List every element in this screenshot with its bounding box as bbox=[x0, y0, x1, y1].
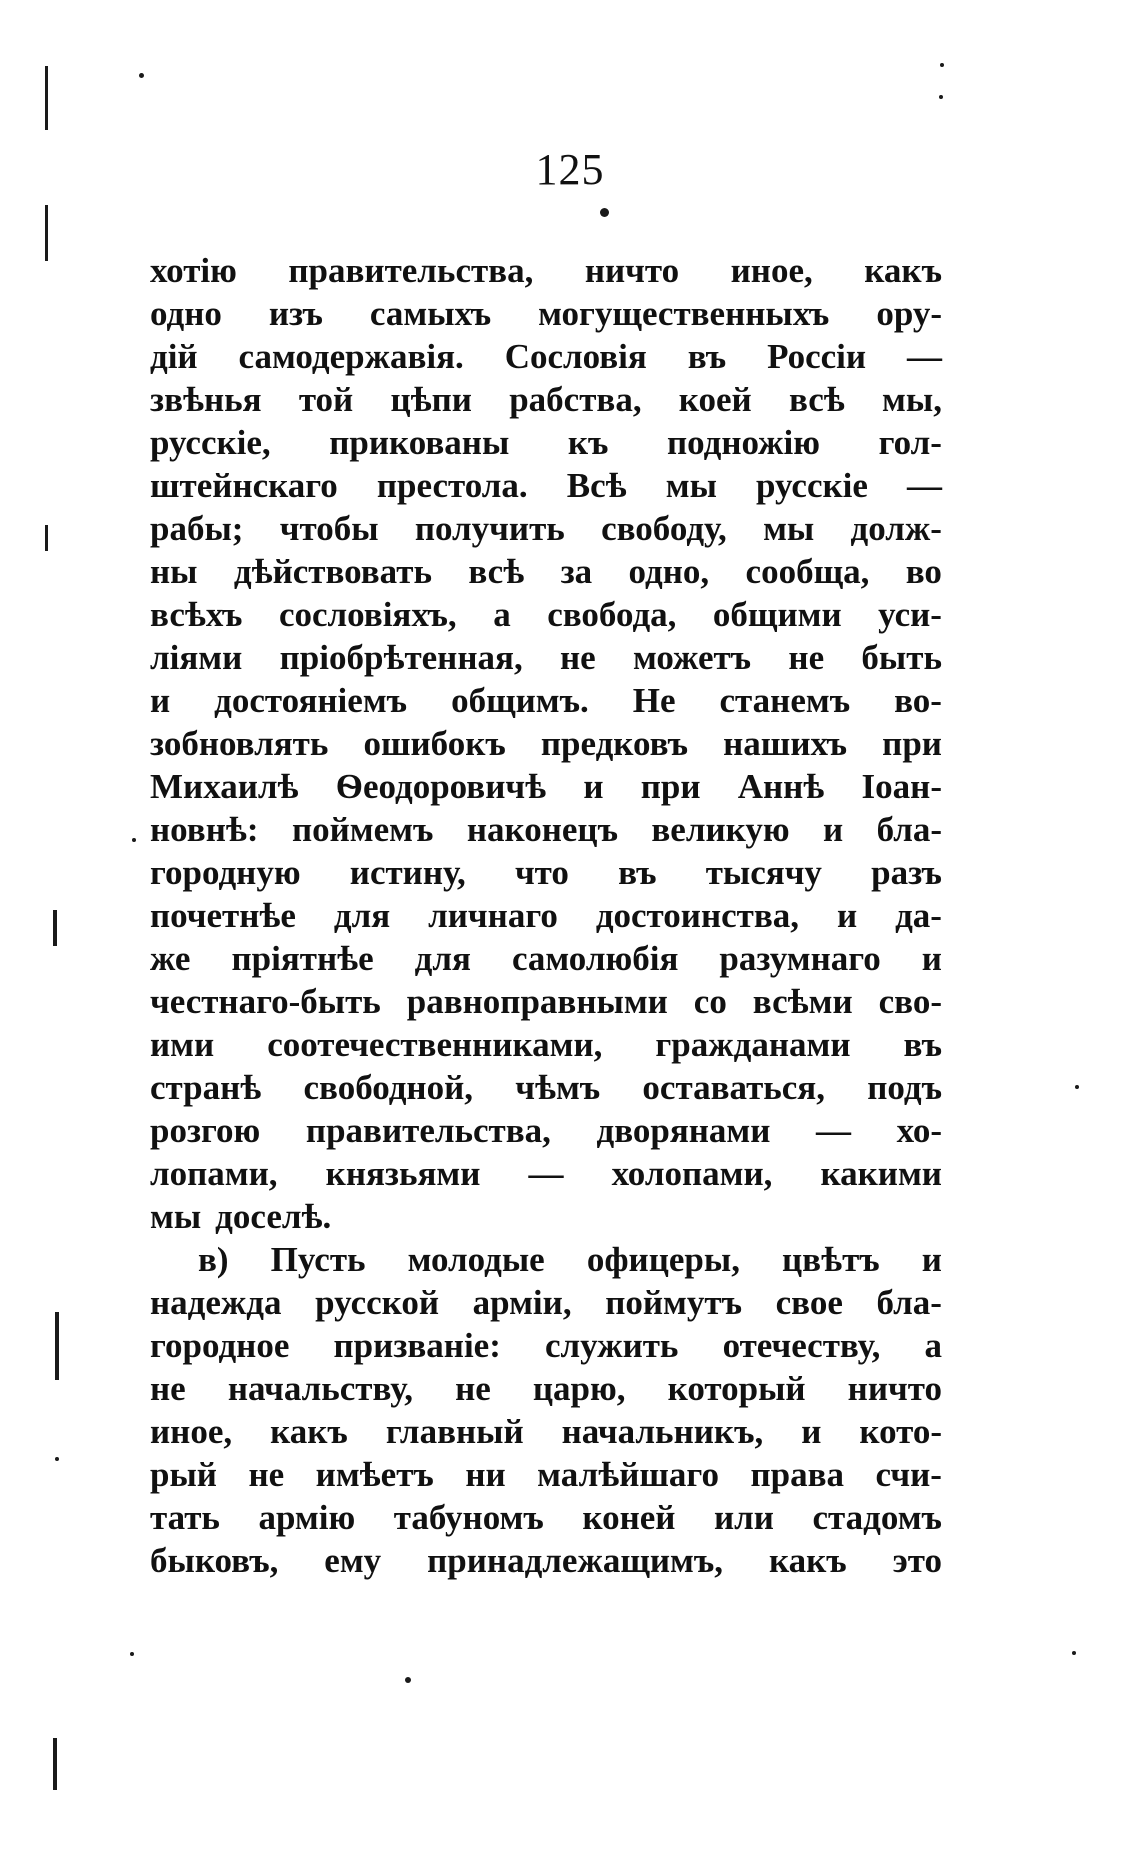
word: и bbox=[801, 1412, 822, 1451]
word: честнаго-быть bbox=[150, 982, 381, 1021]
word: рый bbox=[150, 1455, 217, 1494]
word: Михаилѣ bbox=[150, 767, 299, 806]
word: что bbox=[514, 853, 569, 892]
scan-artifact bbox=[55, 1457, 59, 1461]
text-line bbox=[150, 636, 942, 679]
word: правительства, bbox=[305, 1111, 551, 1150]
word: и bbox=[836, 896, 858, 935]
word: разъ bbox=[871, 853, 942, 892]
text-line bbox=[150, 464, 942, 507]
word: хотію bbox=[150, 251, 237, 290]
word: и bbox=[583, 767, 604, 806]
word: какъ bbox=[864, 251, 942, 290]
text-line bbox=[150, 1152, 942, 1195]
word: отечеству, bbox=[722, 1326, 881, 1365]
word: хо- bbox=[896, 1111, 942, 1150]
text-line bbox=[150, 249, 942, 292]
word: русскіе, bbox=[150, 423, 271, 462]
word: новнѣ: bbox=[150, 810, 259, 849]
word: одно, bbox=[628, 552, 710, 591]
text-line bbox=[150, 593, 942, 636]
word: въ bbox=[687, 337, 727, 376]
word: ны bbox=[150, 552, 198, 591]
word: главный bbox=[385, 1412, 524, 1451]
text-line bbox=[150, 894, 942, 937]
word: и bbox=[921, 939, 942, 978]
word: табуномъ bbox=[393, 1498, 544, 1537]
word: не bbox=[560, 638, 596, 677]
word: иное, bbox=[150, 1412, 233, 1451]
word: предковъ bbox=[540, 724, 689, 763]
word: пріобрѣтенная, bbox=[279, 638, 523, 677]
word: поймутъ bbox=[605, 1283, 742, 1322]
word: во- bbox=[894, 681, 942, 720]
word: офицеры, bbox=[586, 1240, 740, 1279]
word: не bbox=[248, 1455, 285, 1494]
word: быковъ, bbox=[150, 1541, 279, 1580]
word: достояніемъ bbox=[214, 681, 408, 720]
word: подъ bbox=[867, 1068, 942, 1107]
word: дій bbox=[150, 337, 198, 376]
word: а bbox=[924, 1326, 942, 1365]
word: какъ bbox=[768, 1541, 847, 1580]
word: къ bbox=[567, 423, 609, 462]
word: истину, bbox=[349, 853, 466, 892]
word: общимъ. bbox=[451, 681, 589, 720]
paragraph-start-line bbox=[150, 1238, 942, 1281]
word: личнаго bbox=[428, 896, 558, 935]
scan-artifact bbox=[1075, 1085, 1079, 1089]
word: общими bbox=[712, 595, 842, 634]
word: при bbox=[882, 724, 942, 763]
word: бла- bbox=[876, 1283, 942, 1322]
word: сво- bbox=[878, 982, 942, 1021]
word: ни bbox=[465, 1455, 506, 1494]
word: счи- bbox=[875, 1455, 942, 1494]
word: всѣ bbox=[788, 380, 845, 419]
word: армію bbox=[258, 1498, 356, 1537]
word: зобновлять bbox=[150, 724, 329, 763]
word: въ bbox=[618, 853, 657, 892]
word: коней bbox=[582, 1498, 676, 1537]
word: начальству, bbox=[227, 1369, 413, 1408]
text-line bbox=[150, 1367, 942, 1410]
word: можетъ bbox=[633, 638, 752, 677]
word: всѣ bbox=[468, 552, 525, 591]
word: русскіе bbox=[755, 466, 868, 505]
word: самодержавія. bbox=[238, 337, 464, 376]
scan-artifact bbox=[55, 1312, 59, 1380]
text-line bbox=[150, 335, 942, 378]
word: всѣми bbox=[752, 982, 853, 1021]
word: права bbox=[750, 1455, 845, 1494]
word: арміи, bbox=[472, 1283, 572, 1322]
word: какими bbox=[820, 1154, 942, 1193]
word: долж- bbox=[850, 509, 942, 548]
word: звѣнья bbox=[150, 380, 262, 419]
scan-artifact bbox=[130, 1652, 134, 1656]
word: одно bbox=[150, 294, 222, 333]
word: сословіяхъ, bbox=[278, 595, 457, 634]
text-line bbox=[150, 1539, 942, 1582]
word: или bbox=[713, 1498, 774, 1537]
word: въ bbox=[903, 1025, 942, 1064]
word: подножію bbox=[667, 423, 821, 462]
word: городную bbox=[150, 853, 301, 892]
text-line bbox=[150, 507, 942, 550]
word: Аннѣ bbox=[737, 767, 825, 806]
word: это bbox=[892, 1541, 942, 1580]
word: городное bbox=[150, 1326, 290, 1365]
word: царю, bbox=[532, 1369, 626, 1408]
word: в) bbox=[198, 1240, 229, 1279]
word: престола. bbox=[376, 466, 528, 505]
text-line bbox=[150, 1281, 942, 1324]
scan-artifact bbox=[1072, 1651, 1076, 1655]
word: дворянами bbox=[596, 1111, 771, 1150]
word: мы bbox=[665, 466, 717, 505]
word: Всѣ bbox=[566, 466, 627, 505]
word: имѣетъ bbox=[315, 1455, 434, 1494]
text-line bbox=[150, 378, 942, 421]
page-number: 125 bbox=[535, 145, 605, 194]
word: самолюбія bbox=[511, 939, 679, 978]
word: который bbox=[667, 1369, 806, 1408]
text-line bbox=[150, 980, 942, 1023]
scan-artifact bbox=[53, 910, 57, 946]
word: Не bbox=[632, 681, 676, 720]
word: ліями bbox=[150, 638, 243, 677]
word: а bbox=[493, 595, 511, 634]
word: соотечественниками, bbox=[267, 1025, 603, 1064]
word: ничто bbox=[584, 251, 680, 290]
word: странѣ bbox=[150, 1068, 262, 1107]
text-line bbox=[150, 1023, 942, 1066]
word: станемъ bbox=[719, 681, 851, 720]
text-line bbox=[150, 1066, 942, 1109]
word: мы, bbox=[882, 380, 942, 419]
word: коей bbox=[678, 380, 752, 419]
scan-artifact bbox=[45, 205, 48, 261]
word: цвѣтъ bbox=[782, 1240, 880, 1279]
word: со bbox=[693, 982, 727, 1021]
word: свое bbox=[775, 1283, 843, 1322]
word: — bbox=[907, 337, 942, 376]
scan-artifact bbox=[405, 1677, 411, 1683]
word: прикованы bbox=[329, 423, 510, 462]
word: уси- bbox=[878, 595, 942, 634]
word: равноправными bbox=[406, 982, 668, 1021]
scan-artifact bbox=[53, 1738, 57, 1790]
word: всѣхъ bbox=[150, 595, 243, 634]
text-line bbox=[150, 937, 942, 980]
word: тысячу bbox=[705, 853, 822, 892]
word: надежда bbox=[150, 1283, 282, 1322]
word: Ѳеодоровичѣ bbox=[335, 767, 547, 806]
word: молодые bbox=[407, 1240, 545, 1279]
text-line bbox=[150, 1410, 942, 1453]
word: изъ bbox=[268, 294, 323, 333]
word: великую bbox=[651, 810, 790, 849]
word: свободу, bbox=[601, 509, 727, 548]
word: сообща, bbox=[745, 552, 870, 591]
word: холопами, bbox=[611, 1154, 773, 1193]
text-line bbox=[150, 722, 942, 765]
word: Пусть bbox=[270, 1240, 366, 1279]
word: ошибокъ bbox=[363, 724, 506, 763]
word: ничто bbox=[847, 1369, 942, 1408]
word: за bbox=[560, 552, 593, 591]
word: для bbox=[333, 896, 391, 935]
text-line bbox=[150, 550, 942, 593]
word: во bbox=[905, 552, 942, 591]
word: — bbox=[816, 1111, 852, 1150]
word: цѣпи bbox=[390, 380, 472, 419]
word: русской bbox=[315, 1283, 440, 1322]
word: мы bbox=[150, 1197, 202, 1236]
scan-artifact bbox=[132, 838, 136, 842]
word: Іоан- bbox=[861, 767, 942, 806]
word: ими bbox=[150, 1025, 215, 1064]
word: гражданами bbox=[655, 1025, 851, 1064]
word: той bbox=[298, 380, 354, 419]
word: могущественныхъ bbox=[538, 294, 830, 333]
paragraph-end-line bbox=[150, 1195, 942, 1238]
word: кото- bbox=[859, 1412, 942, 1451]
word: Россіи bbox=[767, 337, 867, 376]
word: пріятнѣе bbox=[231, 939, 374, 978]
word: чѣмъ bbox=[515, 1068, 601, 1107]
word: правительства, bbox=[288, 251, 534, 290]
word: бла- bbox=[876, 810, 942, 849]
text-line bbox=[150, 808, 942, 851]
word: принадлежащимъ, bbox=[427, 1541, 724, 1580]
word: и bbox=[921, 1240, 942, 1279]
text-line bbox=[150, 1453, 942, 1496]
word: для bbox=[414, 939, 471, 978]
word: чтобы bbox=[279, 509, 379, 548]
word: свободной, bbox=[303, 1068, 474, 1107]
scan-artifact bbox=[45, 525, 48, 551]
word: не bbox=[788, 638, 825, 677]
word: рабы; bbox=[150, 509, 244, 548]
word: быть bbox=[861, 638, 942, 677]
word: ему bbox=[324, 1541, 382, 1580]
word: начальникъ, bbox=[561, 1412, 764, 1451]
text-line bbox=[150, 851, 942, 894]
word: же bbox=[150, 939, 191, 978]
word: — bbox=[528, 1154, 564, 1193]
word: призваніе: bbox=[333, 1326, 501, 1365]
word: стадомъ bbox=[812, 1498, 942, 1537]
scan-artifact bbox=[600, 208, 609, 217]
word: дѣйствовать bbox=[233, 552, 432, 591]
word: поймемъ bbox=[291, 810, 434, 849]
word: свобода, bbox=[547, 595, 677, 634]
word: какъ bbox=[270, 1412, 348, 1451]
word: иное, bbox=[730, 251, 813, 290]
scan-artifact bbox=[45, 66, 48, 130]
word: Сословія bbox=[504, 337, 647, 376]
scan-artifact bbox=[940, 63, 944, 67]
text-line bbox=[150, 1109, 942, 1152]
text-line bbox=[150, 765, 942, 808]
word: и bbox=[150, 681, 171, 720]
word: самыхъ bbox=[369, 294, 492, 333]
word: не bbox=[455, 1369, 491, 1408]
word: разумнаго bbox=[719, 939, 881, 978]
body-text bbox=[150, 249, 942, 1582]
scan-artifact bbox=[139, 73, 144, 78]
word: получить bbox=[414, 509, 565, 548]
word: мы bbox=[763, 509, 815, 548]
word: — bbox=[906, 466, 942, 505]
word: достоинства, bbox=[595, 896, 799, 935]
word: доселѣ. bbox=[215, 1197, 332, 1236]
word: рабства, bbox=[509, 380, 642, 419]
word: оставаться, bbox=[642, 1068, 825, 1107]
word: не bbox=[150, 1369, 186, 1408]
word: и bbox=[822, 810, 844, 849]
word: ору- bbox=[876, 294, 942, 333]
text-line bbox=[150, 679, 942, 722]
word: нашихъ bbox=[723, 724, 848, 763]
word: малѣйшаго bbox=[537, 1455, 719, 1494]
word: лопами, bbox=[150, 1154, 278, 1193]
word: князьями bbox=[325, 1154, 481, 1193]
word: штейнскаго bbox=[150, 466, 338, 505]
text-line bbox=[150, 1324, 942, 1367]
text-line bbox=[150, 292, 942, 335]
text-line bbox=[150, 421, 942, 464]
word: наконецъ bbox=[466, 810, 618, 849]
text-line bbox=[150, 1496, 942, 1539]
scan-artifact bbox=[939, 95, 943, 99]
word: да- bbox=[895, 896, 942, 935]
word: гол- bbox=[878, 423, 942, 462]
word: розгою bbox=[150, 1111, 261, 1150]
word: тать bbox=[150, 1498, 220, 1537]
word: служить bbox=[544, 1326, 679, 1365]
word: почетнѣе bbox=[150, 896, 296, 935]
word: при bbox=[640, 767, 701, 806]
